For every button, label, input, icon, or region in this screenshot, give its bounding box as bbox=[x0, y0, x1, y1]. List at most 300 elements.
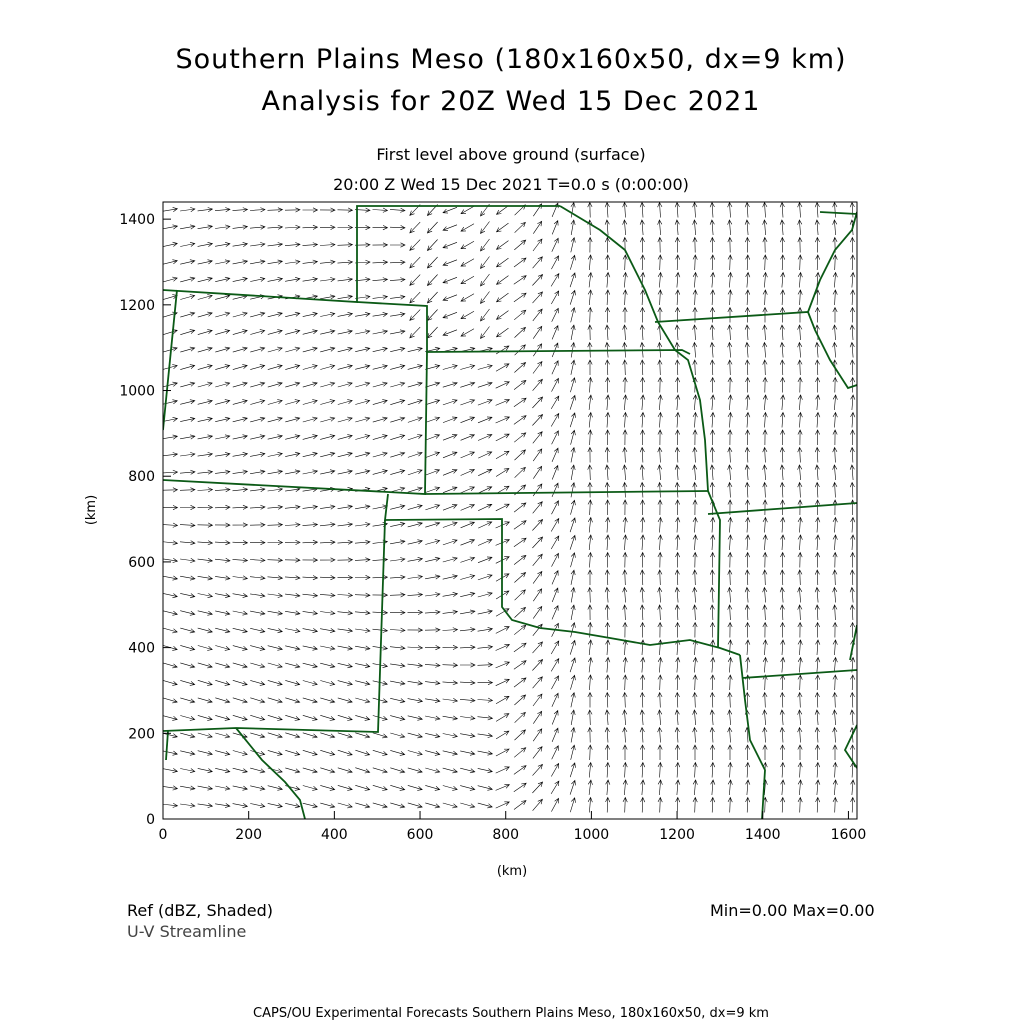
wind-vector bbox=[746, 535, 750, 550]
wind-vector bbox=[496, 662, 510, 668]
wind-vector bbox=[163, 242, 178, 246]
wind-vector bbox=[425, 803, 439, 808]
wind-vector bbox=[605, 308, 609, 323]
wind-vector bbox=[675, 728, 679, 743]
wind-vector bbox=[481, 309, 490, 321]
wind-vector bbox=[798, 798, 802, 813]
wind-vector bbox=[443, 768, 458, 773]
wind-vector bbox=[640, 570, 644, 585]
wind-vector bbox=[571, 500, 576, 514]
wind-vector bbox=[268, 330, 282, 335]
wind-vector bbox=[781, 780, 785, 795]
wind-vector bbox=[780, 588, 784, 603]
wind-vector bbox=[798, 640, 802, 655]
wind-vector bbox=[641, 780, 645, 795]
wind-vector bbox=[320, 558, 335, 562]
wind-vector bbox=[850, 483, 854, 498]
wind-vector bbox=[163, 523, 178, 527]
wind-vector bbox=[233, 751, 247, 756]
wind-vector bbox=[623, 255, 627, 270]
wind-vector bbox=[496, 434, 509, 441]
wind-vector bbox=[198, 576, 213, 580]
wind-vector bbox=[215, 312, 229, 317]
wind-vector bbox=[658, 360, 662, 375]
wind-vector bbox=[640, 325, 644, 340]
wind-vector bbox=[427, 327, 437, 338]
wind-vector bbox=[268, 243, 283, 247]
wind-vector bbox=[303, 365, 317, 370]
wind-vector bbox=[570, 395, 575, 409]
wind-vector bbox=[338, 260, 353, 264]
wind-vector bbox=[675, 238, 679, 253]
wind-vector bbox=[833, 745, 837, 760]
wind-vector bbox=[798, 430, 802, 445]
wind-vector bbox=[390, 593, 405, 597]
wind-vector bbox=[233, 680, 247, 685]
wind-vector bbox=[268, 698, 282, 703]
wind-vector bbox=[338, 382, 352, 387]
wind-vector bbox=[180, 611, 195, 616]
wind-vector bbox=[605, 675, 609, 690]
wind-vector bbox=[215, 382, 229, 387]
wind-vector bbox=[303, 663, 318, 668]
wind-vector bbox=[763, 343, 767, 358]
wind-vector bbox=[605, 588, 609, 603]
wind-vector bbox=[478, 786, 493, 791]
wind-vector bbox=[798, 535, 802, 550]
wind-vector bbox=[798, 273, 802, 288]
wind-vector bbox=[798, 395, 802, 410]
wind-vector bbox=[780, 308, 784, 323]
wind-vector bbox=[268, 208, 283, 212]
wind-vector bbox=[233, 786, 248, 790]
wind-vector bbox=[355, 575, 370, 579]
wind-vector bbox=[728, 290, 732, 305]
wind-vector bbox=[551, 641, 559, 654]
wind-vector bbox=[728, 728, 732, 743]
wind-vector bbox=[233, 400, 247, 405]
wind-vector bbox=[233, 715, 247, 720]
wind-vector bbox=[693, 693, 697, 708]
wind-vector bbox=[746, 640, 750, 655]
wind-vector bbox=[552, 553, 559, 566]
wind-vector bbox=[850, 553, 854, 568]
wind-vector bbox=[693, 535, 697, 550]
wind-vector bbox=[693, 588, 697, 603]
wind-vector bbox=[850, 588, 854, 603]
wind-vector bbox=[481, 274, 490, 286]
wind-vector bbox=[640, 448, 644, 463]
wind-vector bbox=[675, 220, 679, 235]
wind-vector bbox=[320, 382, 334, 387]
wind-vector bbox=[390, 628, 405, 632]
wind-vector bbox=[816, 780, 820, 795]
wind-vector bbox=[390, 470, 404, 475]
wind-vector bbox=[478, 469, 492, 475]
wind-vector bbox=[198, 225, 213, 229]
wind-vector bbox=[675, 605, 679, 620]
wind-vector bbox=[478, 698, 493, 702]
wind-vector bbox=[215, 611, 230, 615]
wind-vector bbox=[408, 575, 423, 579]
wind-vector bbox=[443, 382, 457, 387]
wind-vector bbox=[815, 430, 819, 445]
wind-vector bbox=[408, 557, 423, 561]
wind-vector bbox=[815, 483, 819, 498]
wind-vector bbox=[693, 518, 697, 533]
wind-vector bbox=[320, 347, 335, 352]
wind-vector bbox=[781, 395, 785, 410]
wind-vector bbox=[355, 347, 370, 352]
wind-vector bbox=[443, 522, 457, 528]
wind-vector bbox=[425, 645, 440, 649]
wind-vector bbox=[215, 768, 230, 773]
wind-vector bbox=[163, 680, 177, 685]
wind-vector bbox=[850, 710, 854, 725]
wind-vector bbox=[373, 347, 388, 352]
wind-vector bbox=[675, 483, 679, 498]
wind-vector bbox=[250, 663, 264, 668]
boundary-line bbox=[845, 725, 857, 768]
wind-vector bbox=[552, 378, 559, 391]
wind-vector bbox=[163, 593, 178, 597]
wind-vector bbox=[763, 220, 767, 235]
wind-vector bbox=[250, 611, 265, 615]
wind-vector bbox=[745, 448, 749, 463]
wind-vector bbox=[571, 605, 575, 620]
wind-vector bbox=[588, 763, 592, 778]
wind-vector bbox=[833, 395, 837, 410]
wind-vector bbox=[460, 733, 475, 737]
wind-vector bbox=[571, 623, 576, 638]
wind-vector bbox=[641, 798, 645, 813]
wind-vector bbox=[710, 623, 714, 638]
wind-vector bbox=[285, 365, 299, 370]
wind-vector bbox=[728, 693, 732, 708]
wind-vector bbox=[552, 326, 558, 340]
wind-vector bbox=[425, 663, 440, 667]
wind-vector bbox=[478, 663, 493, 667]
wind-vector bbox=[728, 448, 732, 463]
wind-vector bbox=[571, 693, 575, 708]
wind-vector bbox=[552, 361, 558, 375]
wind-vector bbox=[285, 768, 299, 773]
wind-vector bbox=[215, 470, 230, 474]
wind-vector bbox=[745, 343, 749, 358]
wind-vector bbox=[676, 273, 680, 288]
wind-vector bbox=[815, 553, 819, 568]
wind-vector bbox=[198, 488, 213, 492]
wind-vector bbox=[233, 208, 248, 212]
wind-vector bbox=[198, 663, 212, 668]
wind-vector bbox=[338, 470, 353, 474]
wind-vector bbox=[478, 417, 492, 423]
wind-vector bbox=[497, 311, 509, 320]
wind-vector bbox=[552, 606, 558, 620]
wind-vector bbox=[833, 483, 837, 498]
wind-vector bbox=[833, 378, 837, 393]
wind-vector bbox=[303, 452, 318, 457]
wind-vector bbox=[780, 360, 784, 375]
wind-vector bbox=[303, 312, 318, 316]
x-axis-label: (km) bbox=[496, 864, 528, 879]
wind-vector bbox=[478, 592, 492, 597]
wind-vector bbox=[676, 395, 680, 410]
wind-vector bbox=[408, 716, 423, 721]
wind-vector bbox=[746, 763, 750, 778]
wind-vector bbox=[675, 325, 679, 340]
wind-vector bbox=[658, 500, 662, 515]
wind-vector bbox=[285, 417, 299, 422]
wind-vector bbox=[497, 258, 509, 267]
wind-vector bbox=[816, 255, 820, 270]
wind-vector bbox=[425, 716, 440, 720]
wind-vector bbox=[745, 745, 749, 760]
wind-vector bbox=[798, 220, 802, 235]
wind-vector bbox=[745, 203, 749, 218]
wind-vector bbox=[233, 663, 247, 668]
wind-vector bbox=[355, 646, 370, 650]
wind-vector bbox=[408, 470, 422, 475]
wind-vector bbox=[425, 733, 440, 738]
wind-vector bbox=[588, 273, 592, 288]
wind-vector bbox=[198, 417, 213, 421]
wind-vector bbox=[268, 523, 283, 527]
wind-vector bbox=[728, 798, 732, 813]
wind-vector bbox=[338, 505, 353, 509]
wind-vector bbox=[481, 239, 490, 251]
wind-vector bbox=[571, 325, 575, 340]
wind-vector bbox=[198, 523, 213, 527]
wind-vector bbox=[478, 645, 493, 649]
wind-vector bbox=[623, 605, 627, 620]
wind-vector bbox=[250, 277, 265, 281]
wind-vector bbox=[676, 255, 680, 270]
wind-vector bbox=[833, 343, 837, 358]
wind-vector bbox=[443, 434, 457, 440]
wind-vector bbox=[552, 221, 558, 235]
wind-vector bbox=[746, 273, 750, 288]
wind-vector bbox=[198, 400, 213, 405]
wind-vector bbox=[461, 206, 474, 213]
wind-vector bbox=[533, 257, 543, 268]
wind-vector bbox=[641, 255, 645, 270]
wind-vector bbox=[833, 623, 837, 638]
wind-vector bbox=[623, 798, 627, 813]
wind-vector bbox=[570, 273, 575, 287]
wind-vector bbox=[514, 538, 526, 547]
wind-vector bbox=[710, 570, 714, 585]
boundary-line bbox=[166, 731, 168, 760]
wind-vector bbox=[851, 798, 855, 813]
wind-vector bbox=[373, 330, 388, 334]
wind-vector bbox=[533, 799, 543, 810]
wind-vector bbox=[303, 347, 317, 352]
wind-vector bbox=[606, 273, 610, 288]
wind-vector bbox=[268, 382, 282, 387]
wind-vector bbox=[215, 646, 229, 651]
wind-vector bbox=[320, 523, 335, 527]
wind-vector bbox=[460, 557, 474, 562]
wind-vector bbox=[355, 681, 370, 686]
wind-vector bbox=[338, 243, 353, 247]
wind-vector bbox=[198, 628, 213, 633]
wind-vector bbox=[460, 610, 475, 614]
wind-vector bbox=[163, 576, 178, 580]
wind-vector bbox=[233, 417, 248, 422]
wind-vector bbox=[588, 605, 592, 620]
wind-vector bbox=[215, 628, 230, 633]
wind-vector bbox=[570, 763, 575, 777]
wind-vector bbox=[233, 330, 247, 335]
wind-vector bbox=[533, 221, 541, 233]
wind-vector bbox=[461, 294, 474, 301]
wind-vector bbox=[408, 522, 423, 527]
wind-vector bbox=[285, 715, 299, 720]
wind-vector bbox=[833, 465, 837, 480]
wind-vector bbox=[180, 751, 195, 756]
wind-vector bbox=[623, 710, 627, 725]
wind-vector bbox=[763, 378, 767, 393]
wind-vector bbox=[250, 804, 265, 808]
wind-vector bbox=[390, 452, 404, 457]
wind-vector bbox=[303, 330, 318, 335]
y-tick-label: 800 bbox=[128, 469, 155, 486]
wind-vector bbox=[180, 277, 195, 282]
wind-vector bbox=[410, 222, 420, 233]
wind-vector bbox=[693, 448, 697, 463]
state-boundaries bbox=[163, 206, 857, 819]
wind-vector bbox=[338, 628, 353, 632]
wind-vector bbox=[460, 681, 475, 685]
wind-vector bbox=[851, 535, 855, 550]
wind-vector bbox=[798, 483, 802, 498]
wind-vector bbox=[850, 360, 854, 375]
wind-vector bbox=[427, 310, 437, 321]
wind-vector bbox=[373, 750, 387, 755]
wind-vector bbox=[658, 693, 662, 708]
wind-vector bbox=[443, 277, 457, 283]
wind-vector bbox=[588, 675, 592, 690]
wind-vector bbox=[285, 243, 300, 247]
wind-vector bbox=[496, 731, 509, 739]
wind-vector bbox=[285, 680, 299, 685]
wind-vector bbox=[833, 325, 837, 340]
wind-vector bbox=[478, 575, 492, 580]
wind-vector bbox=[833, 518, 837, 533]
wind-vector bbox=[675, 378, 679, 393]
wind-vector bbox=[390, 681, 405, 685]
wind-vector bbox=[514, 398, 526, 407]
wind-vector bbox=[180, 417, 195, 421]
wind-vector bbox=[551, 291, 558, 304]
wind-vector bbox=[198, 768, 213, 772]
wind-vector bbox=[623, 780, 627, 795]
wind-vector bbox=[460, 592, 475, 597]
wind-vector bbox=[851, 413, 855, 428]
wind-vector bbox=[355, 400, 369, 405]
wind-vector bbox=[373, 312, 388, 316]
wind-vector bbox=[180, 680, 194, 685]
wind-vector bbox=[198, 611, 213, 616]
wind-vector bbox=[763, 238, 767, 253]
wind-vector bbox=[675, 675, 679, 690]
wind-vector bbox=[443, 663, 458, 667]
wind-vector bbox=[623, 413, 627, 428]
wind-vector bbox=[711, 413, 715, 428]
wind-vector bbox=[408, 505, 422, 510]
y-tick-label: 1200 bbox=[119, 297, 155, 314]
wind-vector bbox=[693, 570, 697, 585]
wind-vector bbox=[711, 535, 715, 550]
wind-vector bbox=[198, 505, 213, 509]
wind-vector bbox=[816, 395, 820, 410]
wind-vector bbox=[588, 798, 592, 813]
wind-vector bbox=[551, 256, 558, 269]
wind-vector bbox=[355, 417, 369, 422]
wind-vector bbox=[496, 802, 510, 808]
wind-vector bbox=[728, 483, 732, 498]
wind-vector bbox=[710, 605, 714, 620]
wind-vector bbox=[693, 675, 697, 690]
wind-vector bbox=[551, 781, 559, 794]
wind-vector bbox=[833, 588, 837, 603]
wind-vector bbox=[390, 540, 405, 544]
wind-vector bbox=[833, 728, 837, 743]
wind-vector bbox=[780, 448, 784, 463]
wind-vector bbox=[496, 346, 509, 354]
wind-vector bbox=[728, 378, 732, 393]
wind-vector bbox=[675, 465, 679, 480]
wind-vector bbox=[320, 277, 335, 281]
wind-vector bbox=[533, 589, 541, 601]
wind-vector bbox=[515, 222, 526, 232]
wind-vector bbox=[745, 378, 749, 393]
wind-vector bbox=[496, 504, 509, 511]
wind-vector bbox=[780, 623, 784, 638]
wind-vector bbox=[816, 518, 820, 533]
wind-vector bbox=[163, 295, 177, 300]
wind-vector bbox=[443, 610, 458, 614]
wind-vector bbox=[605, 448, 609, 463]
wind-vector bbox=[570, 535, 575, 549]
wind-vector bbox=[763, 500, 767, 515]
wind-vector bbox=[285, 593, 300, 597]
wind-vector bbox=[373, 417, 387, 422]
wind-vector bbox=[460, 663, 475, 667]
wind-vector bbox=[606, 255, 610, 270]
wind-vector bbox=[373, 768, 387, 773]
wind-vector bbox=[460, 645, 475, 649]
wind-vector bbox=[198, 646, 212, 651]
wind-vector bbox=[355, 715, 369, 720]
wind-vector bbox=[355, 505, 370, 509]
wind-vector bbox=[443, 540, 457, 545]
wind-vector bbox=[728, 605, 732, 620]
wind-vector bbox=[623, 745, 627, 760]
wind-vector bbox=[390, 716, 405, 721]
y-tick-label: 400 bbox=[128, 640, 155, 657]
wind-vector bbox=[728, 518, 732, 533]
wind-vector bbox=[640, 308, 644, 323]
wind-vector bbox=[850, 675, 854, 690]
wind-vector bbox=[215, 488, 230, 492]
wind-vector bbox=[658, 798, 662, 813]
wind-vector bbox=[571, 570, 575, 585]
wind-vector bbox=[640, 500, 644, 515]
wind-vector bbox=[285, 646, 300, 651]
wind-vector bbox=[390, 225, 405, 229]
